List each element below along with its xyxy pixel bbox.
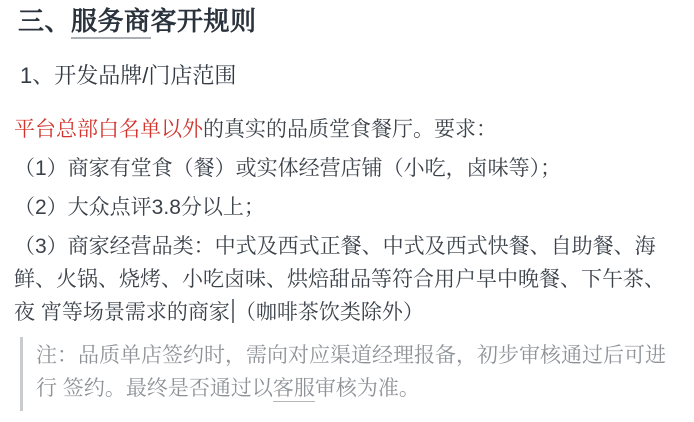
note-line-2 [36, 372, 682, 405]
requirement-item-2: （2）大众点评3.8分以上； [14, 196, 265, 219]
intro-rest-text: 的真实的品质堂食餐厅。要求： [203, 118, 497, 141]
section-heading: 1、开发品牌/门店范围 [20, 63, 237, 88]
doc-title-suffix: 客开规则 [150, 6, 257, 36]
item3-line-3 [14, 296, 682, 329]
item3-line-1: （3）商家经营品类：中式及西式正餐、中式及西式快餐、自助餐、海 [14, 235, 656, 258]
note-block [20, 337, 682, 411]
requirement-item-1: （1）商家有堂食（餐）或实体经营店铺（小吃，卤味等）； [14, 157, 562, 180]
document-editor-area[interactable] [14, 6, 682, 411]
note-line-2-pre: 行 签约。最终是否通过以 [36, 377, 273, 400]
note-line-2-post: 审核为准。 [314, 377, 420, 400]
item3-line-2: 鲜、火锅、烧烤、小吃卤味、烘焙甜品等符合用户早中晚餐、下午茶、 [14, 268, 665, 291]
note-line-1: 注：品质单店签约时，需向对应渠道经理报备，初步审核通过后可进 [36, 344, 666, 367]
intro-highlight-text: 平台总部白名单以外 [14, 118, 203, 141]
doc-title-prefix: 三、 [18, 6, 72, 36]
text-cursor [232, 299, 234, 323]
note-underlined-text: 客服 [272, 377, 315, 400]
doc-title [18, 6, 682, 36]
intro-paragraph [14, 113, 682, 146]
item3-line-3-paren: （咖啡茶饮类除外） [234, 301, 424, 324]
item3-line-3-text: 夜 宵等场景需求的商家 [14, 301, 230, 324]
doc-title-underlined-text: 服务商 [71, 6, 151, 39]
requirement-item-3 [14, 230, 682, 329]
